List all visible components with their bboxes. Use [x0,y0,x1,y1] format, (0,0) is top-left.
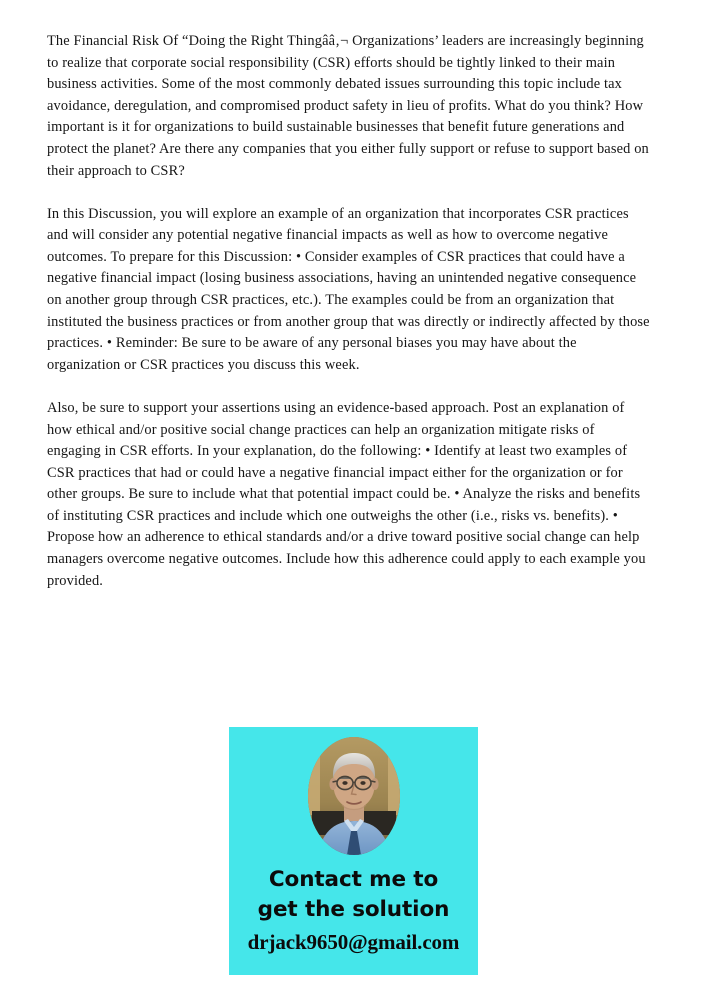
document-text-body [47,31,651,592]
paragraph-3: Also, be sure to support your assertions using an evidence-based approach. Post an explanation of how ethical and/or positive social change practices can help an organization mitigate risks of engaging in CSR efforts. In your explanation, do the following: • Identify at least two examples of CSR practices that had or could have a negative financial impact either for the organization or for other groups. Be sure to include what that potential impact could be. • Analyze the risks and benefits of instituting CSR practices and include which one outweighs the other (i.e., risks vs. benefits). • Propose how an adherence to ethical standards and/or a drive toward positive social change can help managers overcome negative outcomes. Include how this adherence could apply to each example you provided. [47,399,646,589]
paragraph-1: The Financial Risk Of “Doing the Right Thingââ‚¬ Organizations’ leaders are increasingly beginning to realize that corporate social responsibility (CSR) efforts should be tightly linked to their main business activities. Some of the most commonly debated issues surrounding this topic include tax avoidance, deregulation, and compromised product safety in lieu of profits. What do you think? How important is it for organizations to build sustainable businesses that benefit future generations and protect the planet? Are there any companies that you either fully support or refuse to support based on their approach to CSR? [47,33,649,179]
contact-email: drjack9650@gmail.com [247,930,460,954]
contact-headline-line2: get the solution [257,897,450,922]
paragraph-2: In this Discussion, you will explore an example of an organization that incorporates CSR practices and will consider any potential negative financial impacts as well as how to overcome negative outcomes. To prepare for this Discussion: • Consider examples of CSR practices that could have a negative financial impact (losing business associations, having an unintended negative consequence on another group through CSR practices, etc.). The examples could be from an organization that instituted the business practices or from another group that was directly or indirectly affected by those practices. • Reminder: Be sure to be aware of any personal biases you may have about the organization or CSR practices you discuss this week. [47,205,650,373]
contact-headline-line1: Contact me to [268,867,439,892]
avatar [308,737,400,855]
portrait-photo-icon [308,737,400,855]
contact-card [229,727,478,975]
